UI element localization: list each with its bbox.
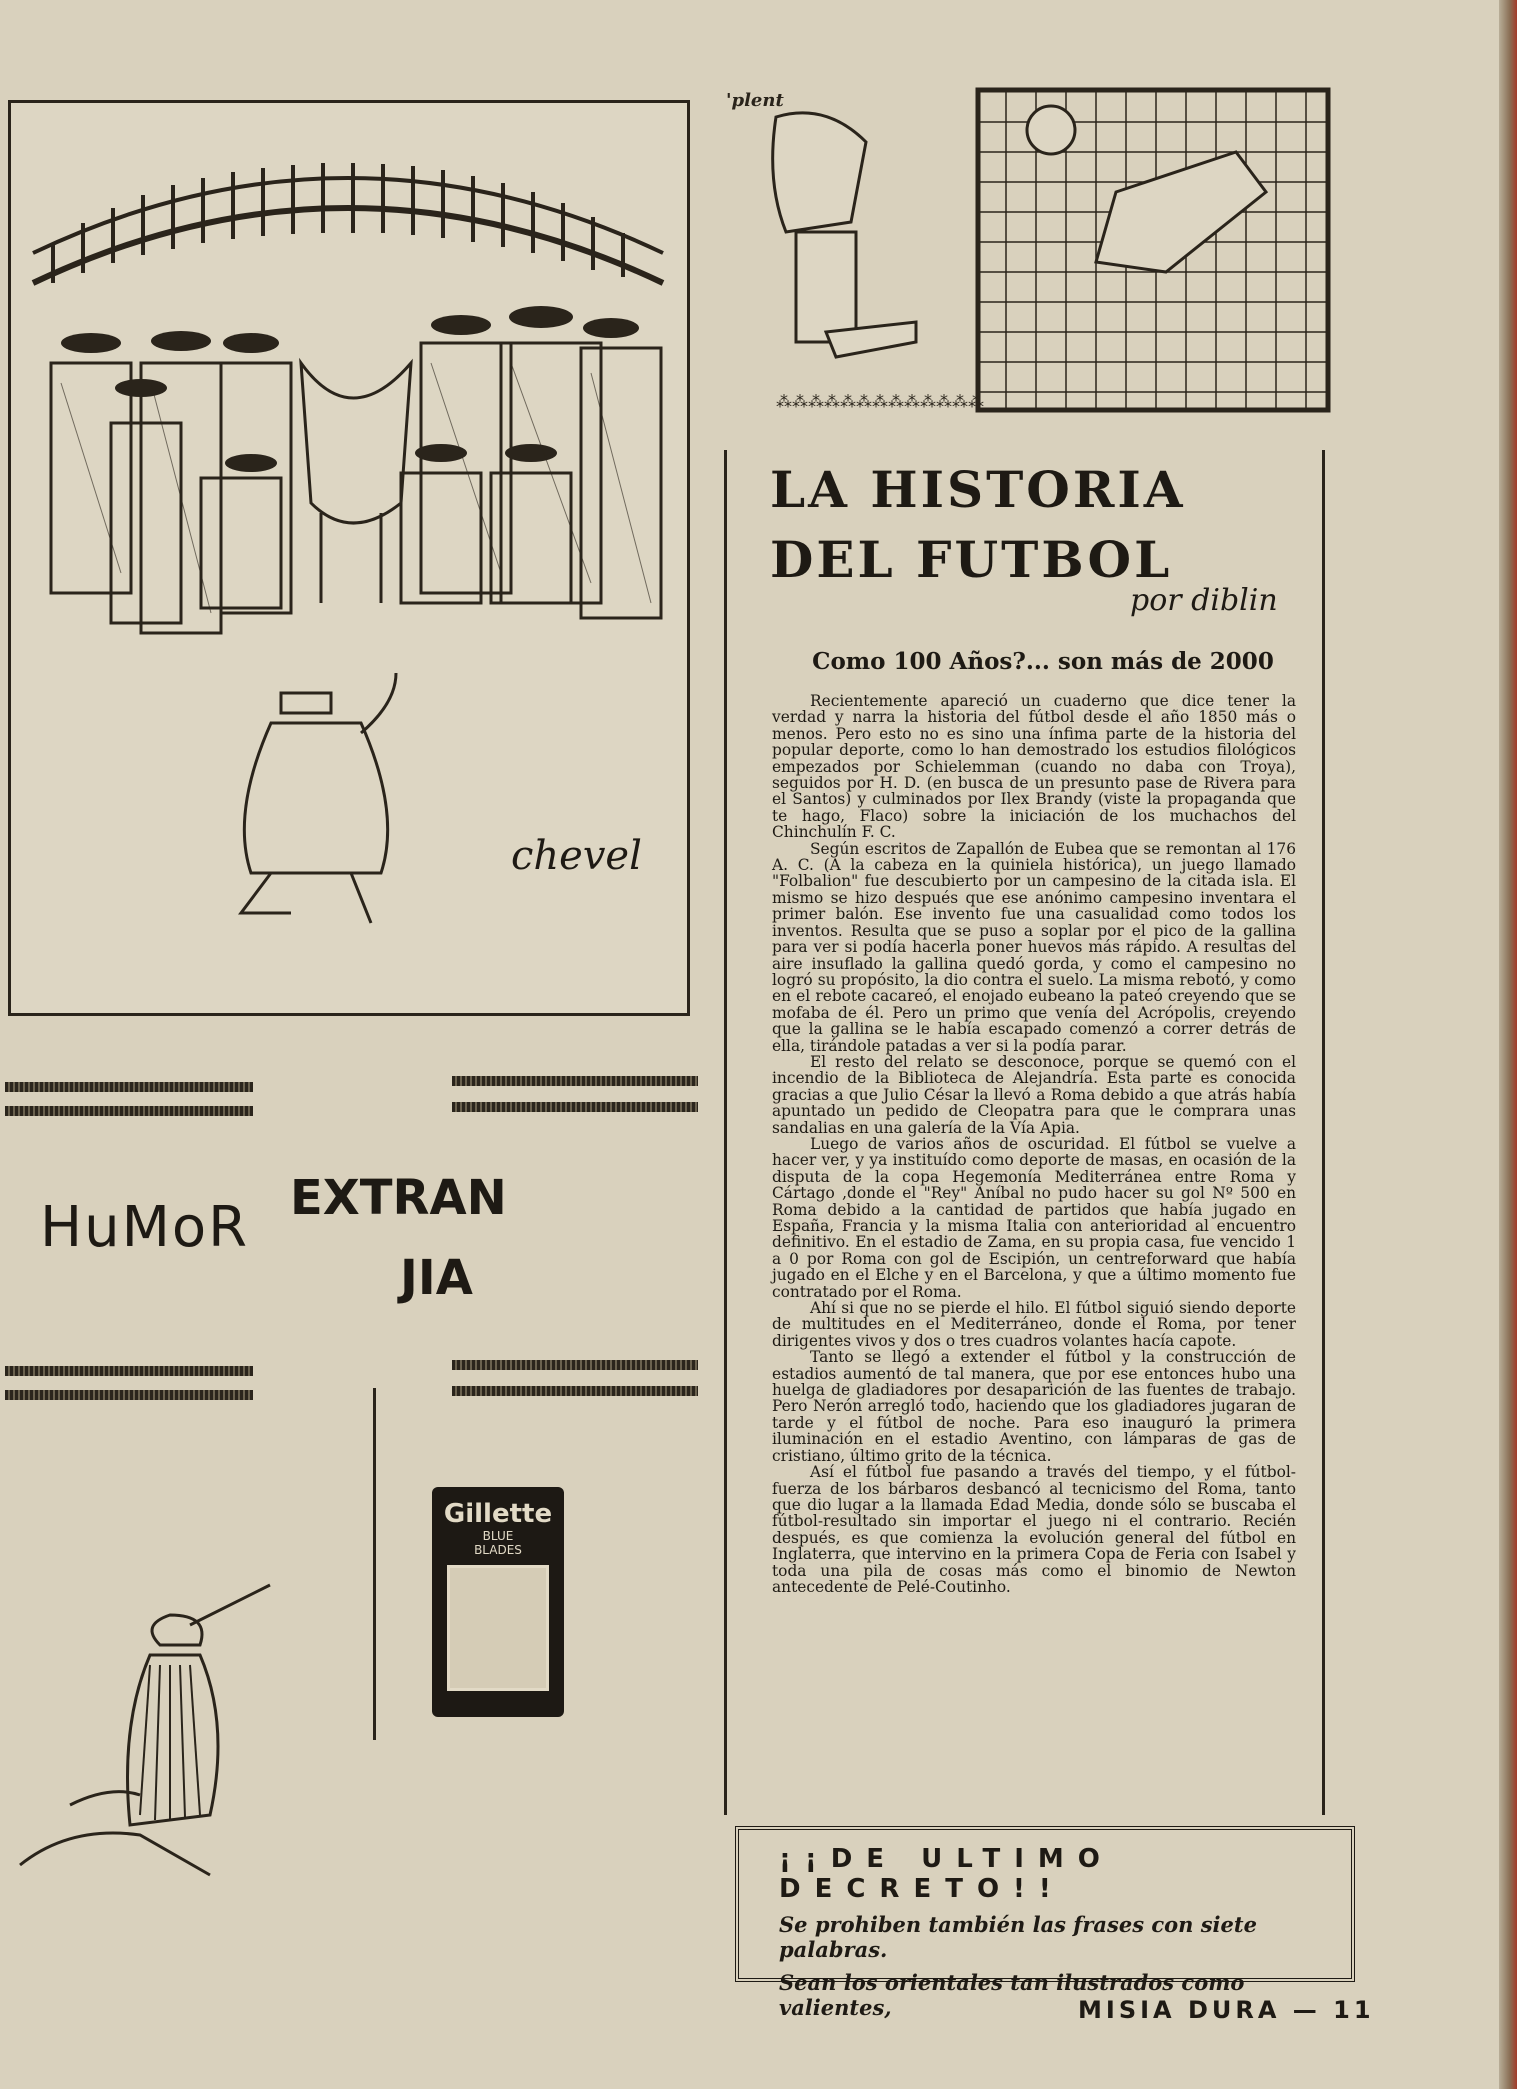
page-edge bbox=[1499, 0, 1517, 2089]
divider bbox=[5, 1082, 253, 1092]
gillette-brand: Gillette bbox=[443, 1499, 553, 1529]
divider bbox=[5, 1390, 253, 1400]
article-paragraph: Recientemente apareció un cuaderno que dice tener la verdad y narra la historia del fútbol desde el año 1850 más o menos. Pero esto no es sino una ínfima parte de la historia del popular deporte, como lo han demostrado los estudios filológicos empezados por Schielemman (cuando no daba con Troya), seguidos por H. D. (en busca de un presunto pase de Rivera para el Santos) y culminados por Ilex Brandy (viste la propaganda que te hago, Flaco) sobre la iniciación de los muchachos del Chinchulín F. C. bbox=[772, 692, 1296, 842]
divider bbox=[5, 1366, 253, 1376]
bullfighters-group-drawing bbox=[21, 303, 681, 703]
article-paragraph: Tanto se llegó a extender el fútbol y la construcción de estadios aumentó de tal manera, que por ese entonces hubo una huelga de gladiadores por desaparición de las fuentes de trabajo. Pero Nerón arregló todo, haciendo que los gladiadores jugaran de tarde y el fútbol de noche. Para eso inauguró la primera iluminación en el estadio Aventino, con lámparas de gas de cristiano, último grito de la técnica. bbox=[772, 1348, 1296, 1465]
gillette-blade-pack bbox=[432, 1487, 564, 1717]
goalkeeper-cartoon bbox=[716, 82, 1336, 432]
article-title-line-1: LA HISTORIA bbox=[770, 460, 1186, 519]
article-subtitle: Como 100 Años?... son más de 2000 bbox=[812, 648, 1274, 675]
article-frame-left bbox=[724, 450, 727, 1815]
witch-cartoon bbox=[10, 1565, 310, 1895]
gillette-blue: BLUE bbox=[482, 1529, 514, 1543]
article-body bbox=[772, 693, 1296, 1595]
headless-figure-drawing bbox=[211, 663, 471, 943]
decree-line-1: Se prohiben también las frases con siete palabras. bbox=[779, 1912, 1257, 1962]
article-paragraph: Luego de varios años de oscuridad. El fútbol se vuelve a hacer ver, y ya instituído como deporte de masas, en ocasión de la disputa de la copa Hegemonía Mediterránea entre Roma y Cártago ,donde el "Rey" Aníbal no pudo hacer su gol Nº 500 en Roma debido a la cantidad de partidos que había jugado en España, Francia y la misma Italia con anterioridad al encuentro definitivo. En el estadio de Zama, en su propia casa, fue vencido 1 a 0 por Roma con gol de Escipión, un centreforward que había jugado en el Elche y en el Barcelona, y que a último momento fue contratado por el Roma. bbox=[772, 1134, 1296, 1301]
article-paragraph: El resto del relato se desconoce, porque se quemó con el incendio de la Biblioteca de Alejandría. Esta parte es conocida gracias a que Julio César la llevó a Roma debido a que atrás había apuntado un pedido de Cleopatra para que le comprara unas sandalias en una galería de la Vía Apia. bbox=[772, 1052, 1296, 1137]
humor-heading: HuMoR bbox=[40, 1195, 250, 1260]
divider bbox=[452, 1360, 698, 1370]
cartoon-signature: chevel bbox=[511, 833, 642, 879]
extranjia-heading-1: EXTRAN bbox=[290, 1170, 507, 1226]
article-byline: por diblin bbox=[1130, 583, 1278, 618]
cartoon-top-signature: 'plent bbox=[726, 90, 784, 111]
svg-text:⁂⁂⁂⁂⁂⁂⁂⁂⁂⁂⁂⁂⁂: ⁂⁂⁂⁂⁂⁂⁂⁂⁂⁂⁂⁂⁂ bbox=[776, 392, 984, 411]
gillette-portrait bbox=[447, 1565, 549, 1691]
article-paragraph: Ahí si que no se pierde el hilo. El fútbol siguió siendo deporte de multitudes en el Mediterráneo, donde el Roma, por tener dirigentes vivos y dos o tres cuadros volantes hacía capote. bbox=[772, 1299, 1296, 1350]
extranjia-heading-2: JIA bbox=[400, 1250, 473, 1306]
divider bbox=[5, 1106, 253, 1116]
bullring-drawing bbox=[23, 143, 673, 293]
article-paragraph: Según escritos de Zapallón de Eubea que se remontan al 176 A. C. (A la cabeza en la quiniela histórica), un juego llamado "Folbalion" fue descubierto por un campesino de la citada isla. El mismo se hizo después que ese anónimo campesino inventara el primer balón. Ese invento fue una casualidad como todos los inventos. Resulta que se puso a soplar por el pico de la gallina para ver si podía hacerla poner huevos más rápido. A resultas del aire insuflado la gallina quedó gorda, y como el campesino no logró su propósito, la dio contra el suelo. La misma rebotó, y como en el rebote cacareó, el enojado eubeano la pateó creyendo que se mofaba de él. Pero un primo que venía del Acrópolis, creyendo que la gallina se le había escapado comenzó a correr detrás de ella, tirándole patadas a ver si la podía parar. bbox=[772, 839, 1296, 1055]
article-frame-right bbox=[1322, 450, 1325, 1815]
gillette-blades: BLADES bbox=[474, 1543, 522, 1557]
column-rule bbox=[373, 1388, 376, 1740]
divider bbox=[452, 1076, 698, 1086]
divider bbox=[452, 1386, 698, 1396]
divider bbox=[452, 1102, 698, 1112]
decree-line-2: Sean los orientales tan ilustrados como valientes, bbox=[779, 1970, 1245, 2020]
article-title-line-2: DEL FUTBOL bbox=[770, 530, 1173, 589]
article-title bbox=[770, 455, 1310, 595]
bullfight-cartoon bbox=[8, 100, 690, 1016]
article-paragraph: Así el fútbol fue pasando a través del tiempo, y el fútbol-fuerza de los bárbaros desbancó al tecnicismo del Roma, tanto que dio lugar a la llamada Edad Media, donde sólo se buscaba el fútbol-resultado sin importar el juego ni el contrario. Recién después, es que comienza la evolución general del fútbol en Inglaterra, que intervino en la primera Copa de Feria con Isabel y toda una pila de cosas más como el binomio de Newton antecedente de Pelé-Coutinho. bbox=[772, 1463, 1296, 1596]
page-footer: MISIA DURA — 11 bbox=[1078, 1996, 1375, 2024]
decree-heading: ¡¡DE ULTIMO DECRETO!! bbox=[779, 1844, 1114, 1904]
